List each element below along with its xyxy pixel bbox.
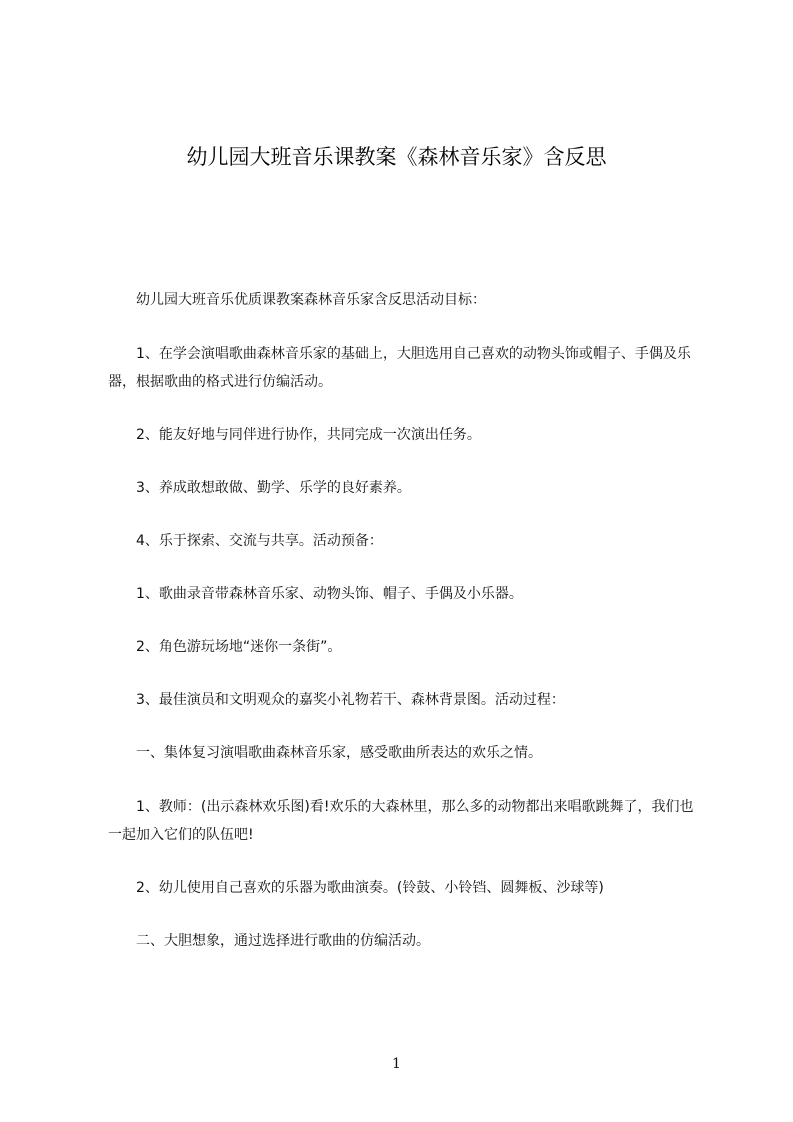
paragraph-process-1-2: 2、幼儿使用自己喜欢的乐器为歌曲演奏。(铃鼓、小铃铛、圆舞板、沙球等) xyxy=(136,880,604,896)
paragraph-prep-2: 2、角色游玩场地“迷你一条街”。 xyxy=(136,639,342,655)
paragraph-goal-2: 2、能友好地与同伴进行协作，共同完成一次演出任务。 xyxy=(136,427,481,443)
page-number: 1 xyxy=(392,1056,401,1072)
paragraph-prep-3: 3、最佳演员和文明观众的嘉奖小礼物若干、森林背景图。活动过程： xyxy=(136,692,565,708)
paragraph-activity-goals: 幼儿园大班音乐优质课教案森林音乐家含反思活动目标： xyxy=(136,292,486,308)
paragraph-process-1-1: 1、教师：(出示森林欢乐图)看!欢乐的大森林里，那么多的动物都出来唱歌跳舞了，我们也一起加入它们的队伍吧! xyxy=(108,799,694,843)
document-title: 幼儿园大班音乐课教案《森林音乐家》含反思 xyxy=(186,145,607,169)
paragraph-goal-1: 1、在学会演唱歌曲森林音乐家的基础上，大胆选用自己喜欢的动物头饰或帽子、手偶及乐器，根据歌曲的格式进行仿编活动。 xyxy=(108,346,691,390)
paragraph-goal-4: 4、乐于探索、交流与共享。活动预备： xyxy=(136,533,383,549)
paragraph-process-1: 一、集体复习演唱歌曲森林音乐家，感受歌曲所表达的欢乐之情。 xyxy=(136,745,542,761)
paragraph-prep-1: 1、歌曲录音带森林音乐家、动物头饰、帽子、手偶及小乐器。 xyxy=(136,586,523,602)
paragraph-goal-3: 3、养成敢想敢做、勤学、乐学的良好素养。 xyxy=(136,480,411,496)
paragraph-process-2: 二、大胆想象，通过选择进行歌曲的仿编活动。 xyxy=(136,933,430,949)
